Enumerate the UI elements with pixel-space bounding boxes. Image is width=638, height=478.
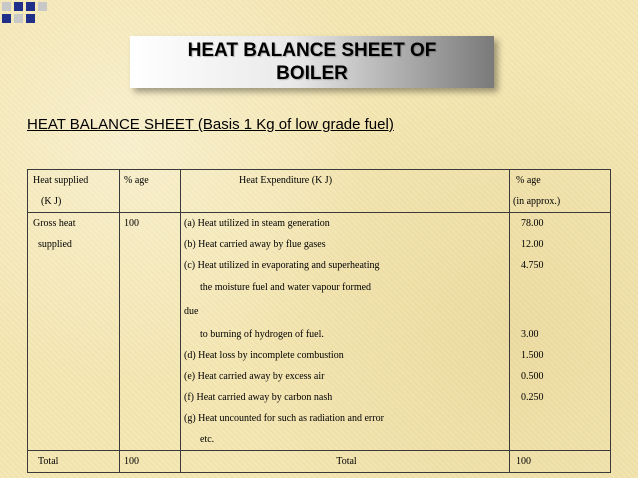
expenditure-list <box>181 213 510 451</box>
header-pct <box>120 170 181 213</box>
expenditure-pct: 3.00 <box>521 329 539 340</box>
corner-square <box>2 14 11 23</box>
expenditure-item: (e) Heat carried away by excess air <box>184 371 325 382</box>
expenditure-item: due <box>184 306 199 317</box>
corner-decoration <box>0 0 56 30</box>
header-text: Heat supplied <box>33 175 89 186</box>
table-total-row <box>28 451 611 473</box>
expenditure-item: (b) Heat carried away by flue gases <box>184 239 326 250</box>
corner-square <box>38 2 47 11</box>
total-pct: 100 <box>124 456 139 467</box>
corner-square <box>26 14 35 23</box>
header-text: (in approx.) <box>513 196 561 207</box>
title-line-2: BOILER <box>276 63 348 84</box>
corner-square <box>14 14 23 23</box>
slide-title <box>130 36 494 88</box>
header-heat-supplied <box>28 170 120 213</box>
table-row <box>28 213 611 451</box>
heat-balance-table <box>27 169 611 473</box>
header-text: (K J) <box>41 196 62 207</box>
expenditure-pct: 1.500 <box>521 350 544 361</box>
expenditure-pct: 4.750 <box>521 260 544 271</box>
corner-square <box>2 2 11 11</box>
expenditure-item: etc. <box>200 434 215 445</box>
header-pct-approx <box>510 170 611 213</box>
supplied-text: supplied <box>38 239 72 250</box>
expenditure-pct: 78.00 <box>521 218 544 229</box>
total-label: Total <box>38 456 59 467</box>
total-expenditure-label: Total <box>336 456 357 467</box>
total-pct-cell <box>120 451 181 473</box>
expenditure-item: (d) Heat loss by incomplete combustion <box>184 350 344 361</box>
title-line-1: HEAT BALANCE SHEET OF <box>187 40 437 61</box>
header-text: Heat Expenditure (K J) <box>239 175 333 186</box>
supplied-pct-cell <box>120 213 181 451</box>
total-expenditure-pct-cell <box>510 451 611 473</box>
expenditure-pct-empty <box>513 300 610 324</box>
expenditure-pct-list <box>510 213 611 451</box>
expenditure-item: the moisture fuel and water vapour formed <box>200 282 372 293</box>
expenditure-item: (f) Heat carried away by carbon nash <box>184 392 333 403</box>
header-text: % age <box>124 175 149 186</box>
supplied-text: Gross heat <box>33 218 76 229</box>
supplied-pct: 100 <box>124 218 139 229</box>
corner-square <box>14 2 23 11</box>
corner-square <box>26 2 35 11</box>
expenditure-pct: 12.00 <box>521 239 544 250</box>
expenditure-pct-empty <box>513 276 610 300</box>
expenditure-item: (g) Heat uncounted for such as radiation and error <box>184 413 384 424</box>
expenditure-pct: 0.250 <box>521 392 544 403</box>
expenditure-item: (a) Heat utilized in steam generation <box>184 218 330 229</box>
header-text: % age <box>516 175 541 186</box>
table-header-row <box>28 170 611 213</box>
supplied-cell <box>28 213 120 451</box>
total-expenditure-pct: 100 <box>516 456 531 467</box>
slide-subtitle: HEAT BALANCE SHEET (Basis 1 Kg of low grade fuel) <box>27 116 394 133</box>
total-expenditure-cell <box>181 451 510 473</box>
header-heat-expenditure <box>181 170 510 213</box>
expenditure-item: (c) Heat utilized in evaporating and superheating <box>184 260 380 271</box>
total-label-cell <box>28 451 120 473</box>
expenditure-item: to burning of hydrogen of fuel. <box>200 329 324 340</box>
expenditure-pct: 0.500 <box>521 371 544 382</box>
